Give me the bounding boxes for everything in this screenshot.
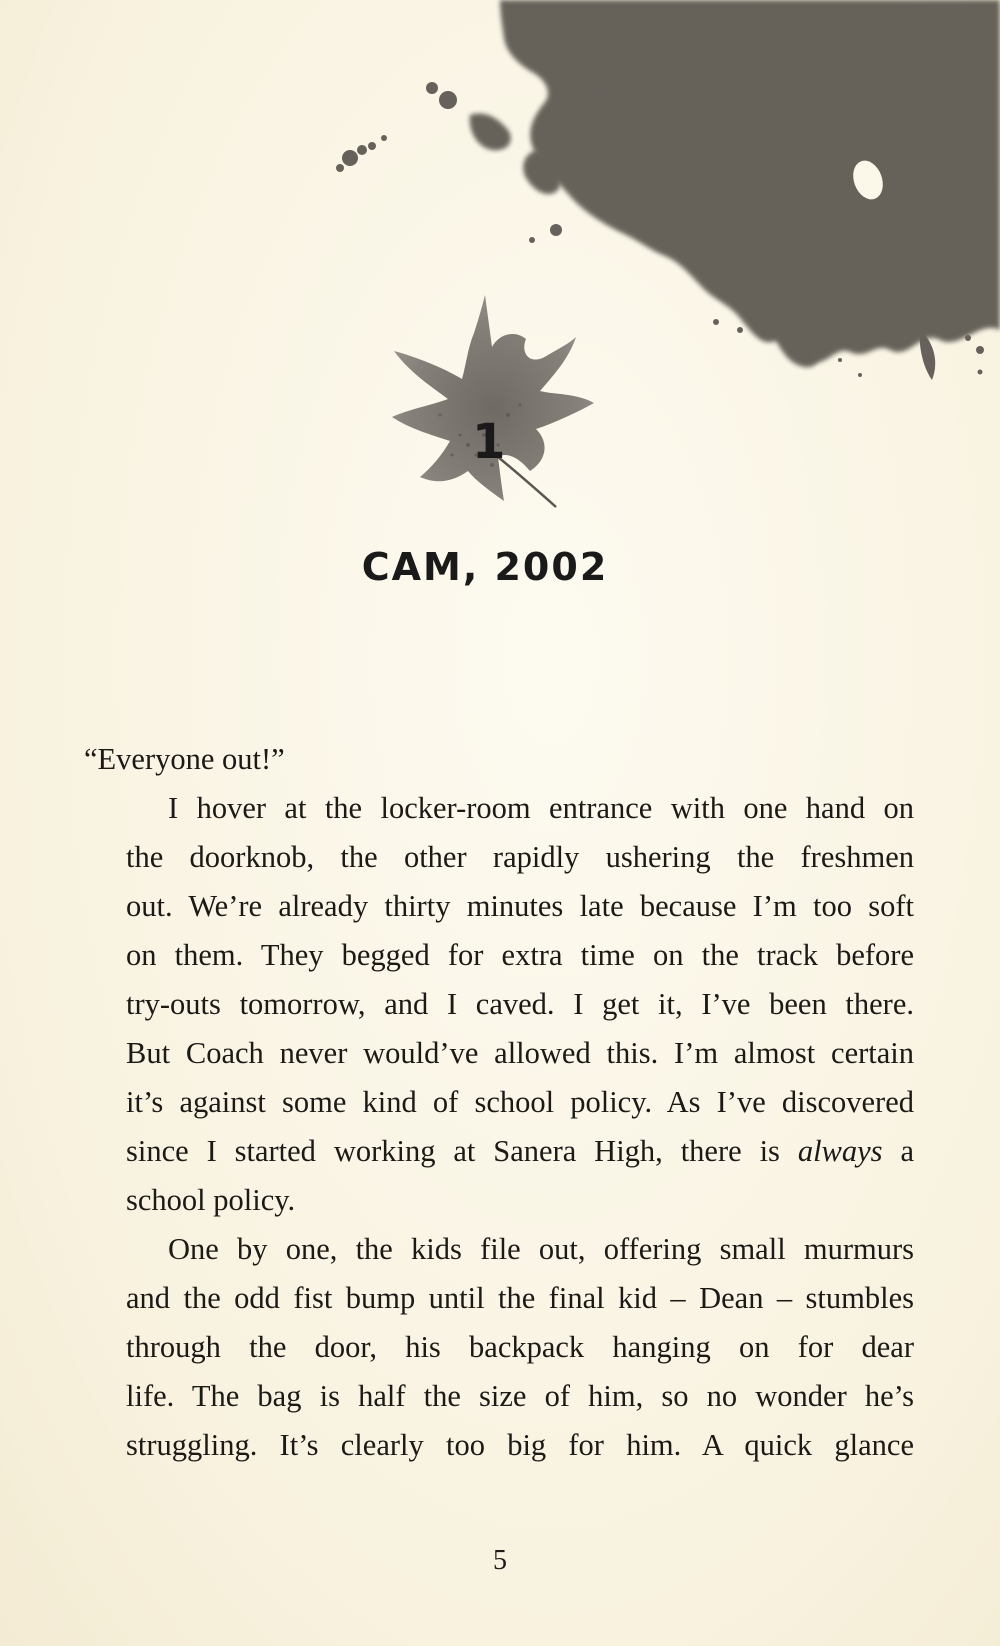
- text-line: One by one, the kids file out, offering small murmurs: [168, 1232, 914, 1266]
- text-line: and the odd fist bump until the final kid – Dean – stumbles: [126, 1281, 914, 1315]
- text-line: the doorknob, the other rapidly ushering the freshmen: [126, 840, 914, 874]
- text-line: life. The bag is half the size of him, so no wonder he’s: [126, 1379, 914, 1413]
- emphasis-word: always: [797, 1134, 883, 1168]
- text-line: it’s against some kind of school policy. As I’ve discovered: [126, 1085, 914, 1119]
- maple-leaf-graphic: [380, 295, 610, 530]
- text-line: try-outs tomorrow, and I caved. I get it, I’ve been there.: [126, 987, 914, 1021]
- chapter-body: [84, 735, 914, 1470]
- text-line: I hover at the locker-room entrance with one hand on: [168, 791, 914, 825]
- text-line: school policy.: [126, 1183, 296, 1217]
- chapter-title-wrap: [0, 545, 1000, 589]
- page-number: 5: [493, 1545, 507, 1576]
- chapter-number: 1: [472, 414, 506, 470]
- text-line-emphasis: since I started working at Sanera High, there is always a: [126, 1134, 914, 1168]
- text-line: on them. They begged for extra time on the track before: [126, 938, 914, 972]
- paragraph-3: [84, 1225, 914, 1470]
- paragraph-1: [84, 735, 914, 784]
- text-line: struggling. It’s clearly too big for him. A quick glance: [126, 1428, 914, 1462]
- text-line: “Everyone out!”: [84, 742, 285, 776]
- text-line: out. We’re already thirty minutes late because I’m too soft: [126, 889, 914, 923]
- chapter-title: CAM, 2002: [361, 545, 609, 589]
- paragraph-2: [84, 784, 914, 1225]
- text-line: But Coach never would’ve allowed this. I’m almost certain: [126, 1036, 914, 1070]
- text-line: through the door, his backpack hanging on for dear: [126, 1330, 914, 1364]
